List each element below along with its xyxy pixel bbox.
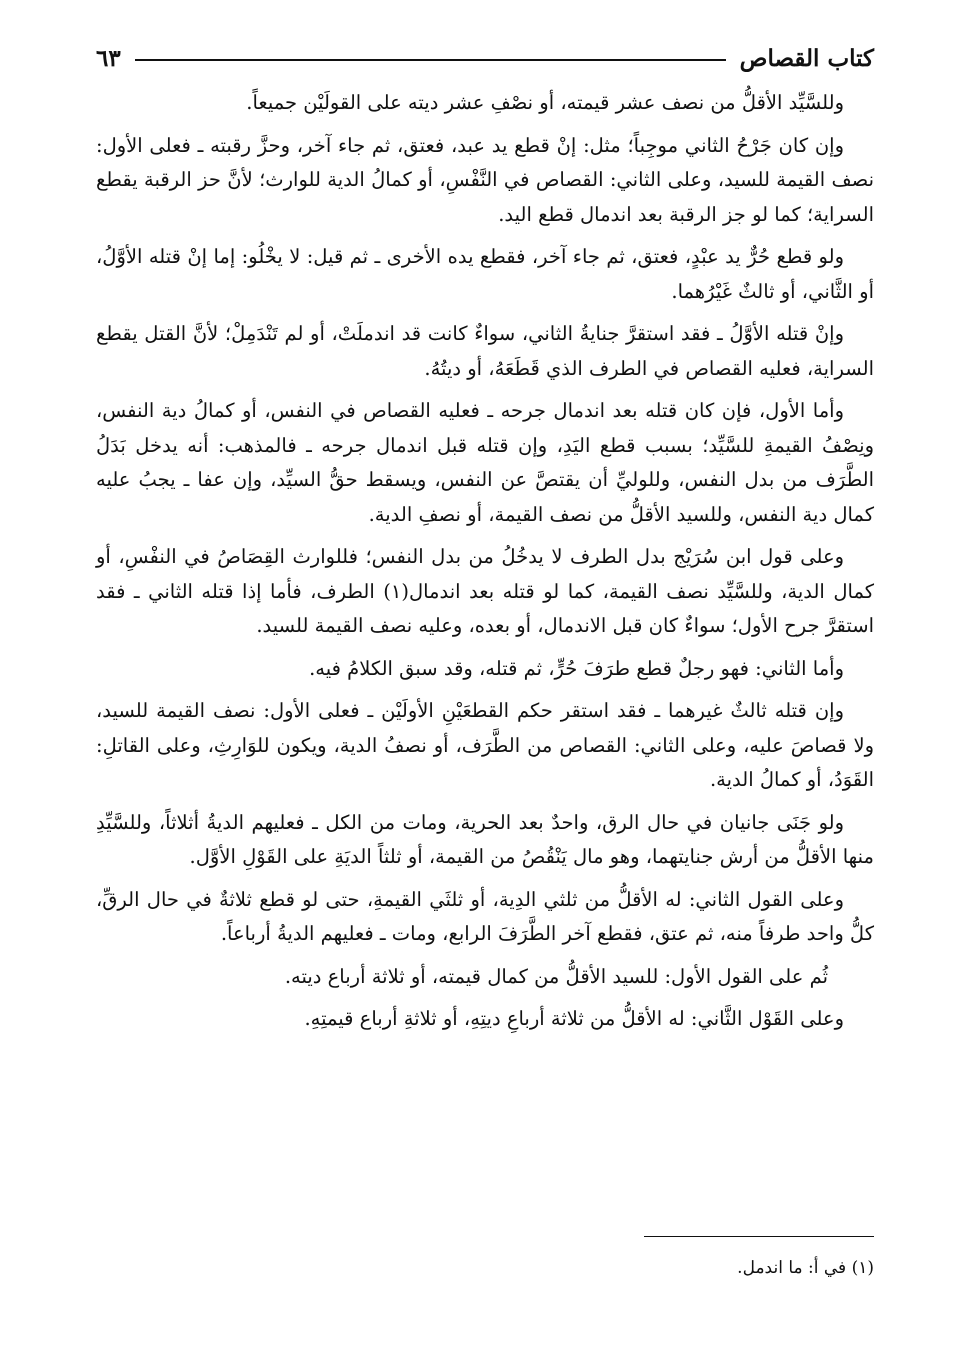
header-rule [135,59,726,61]
paragraph: وإن قتله ثالثٌ غيرهما ـ فقد استقر حكم القطعَيْنِ الأولَيْن ـ فعلى الأول: نصف القيمة للسيد، ولا قصاصَ عليه، وعلى الثاني: القصاص من الطَّرَف، أو نصفُ الدية، ويكون للوَارِثِ، وعلى القاتلِ: القَوَدُ، أو كمالُ الدية. [96,699,874,791]
footnote: (١) في أ: ما اندمل. [737,1258,874,1278]
paragraph: وعلى القَوْل الثَّاني: له الأقلُّ من ثلاثة أرباعِ ديتِهِ، أو ثلاثةِ أرباع قيمتِهِ. [304,1007,844,1030]
paragraph: وأما الثاني: فهو رجلٌ قطع طرَفَ حُرٍّ، ثم قتله، وقد سبق الكلامُ فيه. [309,656,844,680]
running-header [96,36,874,80]
page [96,36,874,1336]
paragraph: وعلى قول ابن سُرَيْج بدل الطرف لا يدخُلُ من بدل النفس؛ فللوارث القِصَاصُ في النفْسِ، أو كمال الدية، وللسَّيِّد نصف القيمة، كما لو قتله بعد اندمال(١) الطرف، فأما إذا قتله الثاني ـ فقد استقرَّ جرح الأول؛ سواءٌ كان قبل الاندمال، أو بعده، وعليه نصف القيمة للسيد. [96,545,874,637]
paragraph: وإنْ قتله الأوَّلُ ـ فقد استقرَّ جنايةُ الثاني، سواءٌ كانت قد اندملَتْ، أو لم تَنْدَمِلْ؛ لأنَّ القتل يقطع السراية، فعليه القصاص في الطرف الذي قَطَعَهُ، أو ديتُهُ. [96,322,874,380]
paragraph: وإن كان جَرْحُ الثاني موجِباً؛ مثل: إنْ قطع يد عبد، فعتق، ثم جاء آخر، وحزَّ رقبته ـ فعلى الأول: نصف القيمة للسيد، وعلى الثاني: القصاص في النَّفْسِ، أو كمالُ الدية للوارث؛ لأنَّ حز الرقبة يقطع السراية؛ كما لو جز الرقبة بعد اندمال قطع اليد. [96,133,874,226]
paragraph: ولو قطع حُرٌّ يد عبْدٍ، فعتق، ثم جاء آخر، فقطع يده الأخرى ـ ثم قيل: لا يخْلُو: إما إنْ قتله الأوَّلُ، أو الثَّاني، أو ثالثٌ غَيْرُهما. [96,245,874,303]
paragraph: ثُم على القول الأول: للسيد الأقلُّ من كمال قيمته، أو ثلاثة أرباع ديته. [284,964,828,988]
footnote-rule [644,1236,874,1237]
main-text [96,86,874,1037]
page-number: ٦٣ [96,44,121,72]
paragraph: وعلى القول الثاني: له الأقلُّ من ثلثي الدِية، أو ثلثَي القيمةِ، حتى لو قطع ثلاثةٌ في حال الرقِّ، كلُّ واحد طرفاً منه، ثم عتق، فقطع آخر الطَّرَفَ الرابع، ومات ـ فعليهم الديةُ أرباعاً. [96,887,874,945]
paragraph: وأما الأول، فإن كان قتله بعد اندمال جرحه ـ فعليه القصاص في النفس، أو كمالُ دية النفس، ونِصْفُ القيمةِ للسَّيِّد؛ بسبب قطع اليَدِ، وإن قتله قبل اندمال جرحه ـ فالمذهب: أنه يدخل بَدَلُ الطَّرَف من بدل النفس، وللوليِّ أن يقتصَّ عن النفس، ويسقط حقُّ السيِّد، وإن عفا ـ يجبُ عليه كمال دية النفس، وللسيد الأقلُّ من نصف القيمة، أو نصفِ الدية. [96,399,874,526]
paragraph: وللسَّيِّد الأقلُّ من نصف عشر قيمته، أو نصْفِ عشر ديته على القولَيْن جميعاً. [246,91,844,114]
paragraph: ولو جَنَى جانيان في حال الرق، واحدٌ بعد الحرية، ومات من الكل ـ فعليهم الديةُ أثلاثاً، وللسَّيِّدِ منها الأقلُّ من أرش جنايتهما، وهو مال يَنْقُصُ من القيمة، أو ثلثاً الديَةِ على القَوْلِ الأوَّل. [96,810,874,868]
chapter-title: كتاب القصاص [739,44,874,72]
